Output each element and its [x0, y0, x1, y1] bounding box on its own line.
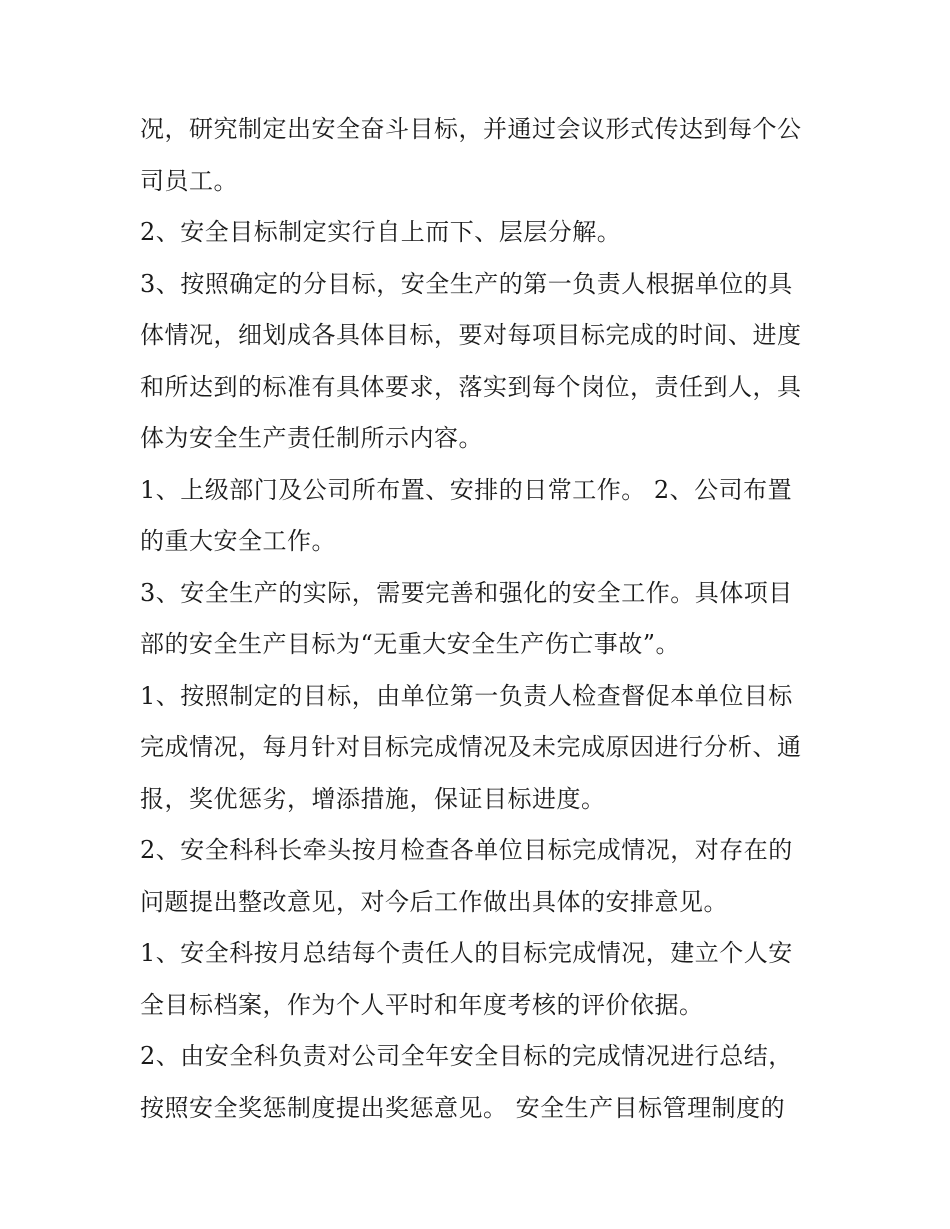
text-line: 2、由安全科负责对公司全年安全目标的完成情况进行总结， [140, 1042, 793, 1070]
text-line: 体情况，细划成各具体目标，要对每项目标完成的时间、进度 [140, 321, 802, 349]
text-line: 1、上级部门及公司所布置、安排的日常工作。 2、公司布置 [140, 475, 793, 504]
text-line: 问题提出整改意见，对今后工作做出具体的安排意见。 [140, 887, 728, 916]
text-line: 的重大安全工作。 [140, 527, 336, 555]
text-line: 2、安全目标制定实行自上而下、层层分解。 [140, 218, 622, 246]
text-line: 部的安全生产目标为“无重大安全生产伤亡事故”。 [140, 630, 681, 658]
text-line: 况，研究制定出安全奋斗目标，并通过会议形式传达到每个公 [140, 115, 802, 143]
text-line: 全目标档案，作为个人平时和年度考核的评价依据。 [140, 990, 704, 1019]
text-line: 1、安全科按月总结每个责任人的目标完成情况，建立个人安 [140, 939, 793, 967]
text-line: 司员工。 [140, 166, 238, 195]
text-line: 报，奖优惩劣，增添措施，保证目标进度。 [140, 784, 606, 813]
text-line: 1、按照制定的目标，由单位第一负责人检查督促本单位目标 [140, 681, 793, 710]
text-line: 3、安全生产的实际，需要完善和强化的安全工作。具体项目 [140, 578, 793, 607]
text-line: 按照安全奖惩制度提出奖惩意见。 安全生产目标管理制度的 [140, 1093, 786, 1122]
text-line: 完成情况，每月针对目标完成情况及未完成原因进行分析、通 [140, 733, 802, 761]
text-line: 3、按照确定的分目标，安全生产的第一负责人根据单位的具 [140, 269, 793, 298]
text-line: 和所达到的标准有具体要求，落实到每个岗位，责任到人，具 [140, 372, 802, 401]
text-line: 体为安全生产责任制所示内容。 [140, 424, 483, 452]
document-body [140, 104, 820, 1134]
text-line: 2、安全科科长牵头按月检查各单位目标完成情况，对存在的 [140, 836, 793, 864]
